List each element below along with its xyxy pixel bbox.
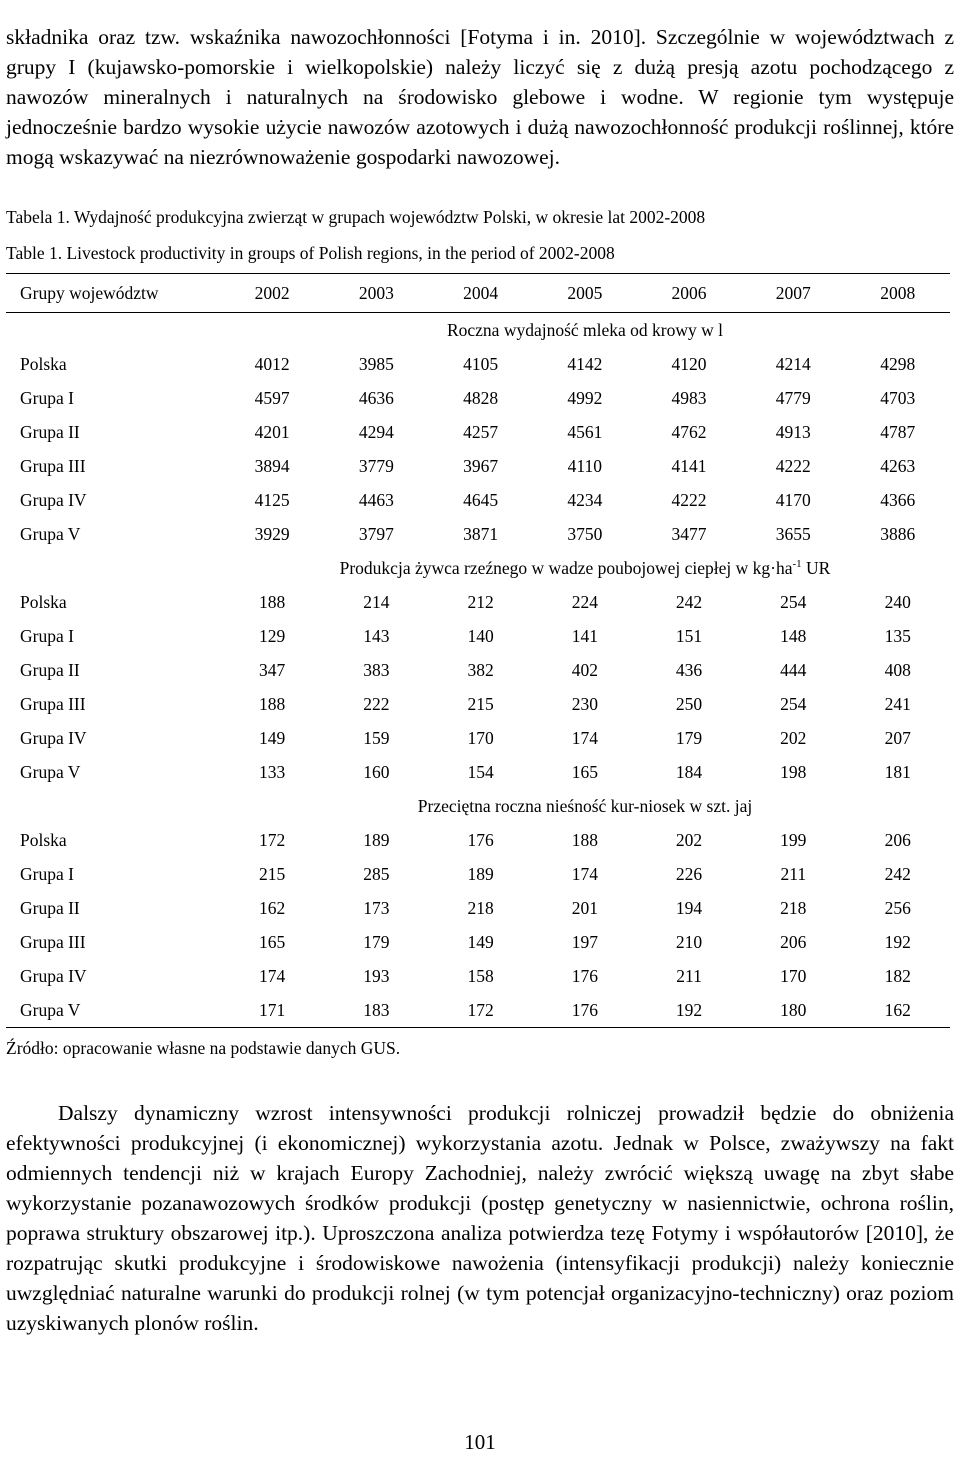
table-cell: 3797 [358,523,394,544]
section-blank-cell [6,551,220,585]
table-cell: 165 [571,761,598,782]
table-cell: 4298 [880,353,916,374]
table-cell: 188 [258,693,286,714]
table-cell: 193 [363,965,390,986]
table-cell: 197 [571,931,598,952]
table-cell: 408 [884,659,911,680]
table-cell: 4983 [671,387,707,408]
table-cell: 129 [258,625,286,646]
row-label: Grupa II [20,897,80,918]
table-cell: 3655 [775,523,811,544]
table-cell: 230 [571,693,598,714]
table-cell: 194 [675,897,703,918]
row-label: Grupa II [20,421,80,442]
table-cell: 4913 [775,421,811,442]
section-header-row [6,789,950,823]
table-cell: 179 [675,727,703,748]
table-cell: 170 [780,965,807,986]
row-label: Grupa I [20,863,74,884]
row-label: Grupa III [20,693,86,714]
table-cell: 3477 [671,523,707,544]
table-cell: 207 [884,727,911,748]
row-label: Grupa V [20,761,81,782]
table-cell: 4105 [463,353,499,374]
section-title [220,313,950,348]
table-cell: 4142 [567,353,603,374]
table-cell: 202 [780,727,807,748]
table-row [6,517,950,551]
table-cell: 206 [884,829,911,850]
table-cell: 4257 [463,421,499,442]
table-cell: 3985 [358,353,394,374]
table-cell: 3929 [254,523,290,544]
table-row [6,585,950,619]
table-cell: 192 [884,931,911,952]
table-cell: 176 [571,965,598,986]
table-cell: 171 [220,993,324,1028]
table-cell: 158 [467,965,494,986]
row-label: Grupa I [20,625,74,646]
table-cell: 165 [258,931,286,952]
table-cell: 218 [780,897,807,918]
table-cell: 172 [258,829,286,850]
table-cell: 4120 [671,353,707,374]
table-cell: 254 [780,591,807,612]
table-cell: 3871 [463,523,499,544]
row-label: Grupa IV [20,489,87,510]
table-cell: 382 [467,659,494,680]
table-cell: 4201 [254,421,290,442]
table-cell: 212 [467,591,494,612]
table-row [6,449,950,483]
table-cell: 183 [324,993,428,1028]
table-caption-polish: Tabela 1. Wydajność produkcyjna zwierząt w grupach województw Polski, w okresie lat 2002-2008 [6,207,706,227]
table-cell: 159 [363,727,390,748]
table-cell: 436 [675,659,703,680]
table-cell: 143 [363,625,390,646]
header-year: 2005 [533,274,637,313]
table-cell: 4779 [775,387,811,408]
table-cell: 4703 [880,387,916,408]
table-cell: 181 [884,761,911,782]
section-blank-cell [6,313,220,348]
table-cell: 285 [363,863,390,884]
table-cell: 160 [363,761,390,782]
table-cell: 4463 [358,489,394,510]
table-cell: 4294 [358,421,394,442]
table-cell: 189 [363,829,390,850]
table-cell: 135 [884,625,911,646]
row-label: Grupa IV [20,727,87,748]
row-label: Grupa I [20,387,74,408]
section-header-row [6,551,950,585]
table-cell: 4561 [567,421,603,442]
table-cell: 4645 [463,489,499,510]
header-year: 2007 [741,274,845,313]
table-cell: 174 [258,965,286,986]
paragraph-top: składnika oraz tzw. wskaźnika nawozochłonności [Fotyma i in. 2010]. Szczególnie w województwach z grupy I (kujawsko-pomorskie i wielkopolskie) należy liczyć się z dużą presją azotu pochodzącego z nawozów mineralnych i naturalnych na środowisko glebowe i wodne. W regionie tym występuje jednocześnie bardzo wysokie użycie nawozów azotowych i dużą nawozochłonność produkcji roślinnej, które mogą wskazywać na niezrównoważenie gospodarki nawozowej. [6,24,954,169]
table-cell: 188 [571,829,598,850]
table-row [6,687,950,721]
header-year: 2004 [428,274,532,313]
table-cell: 214 [363,591,390,612]
table-cell: 4787 [880,421,916,442]
table-cell: 4222 [775,455,811,476]
header-year: 2008 [845,274,950,313]
section-header-row [6,313,950,348]
table-cell: 149 [258,727,286,748]
table-row [6,653,950,687]
table-cell: 170 [467,727,494,748]
header-year: 2006 [637,274,741,313]
table-cell: 4214 [775,353,811,374]
section-title-text: Roczna wydajność mleka od krowy w l [446,319,724,340]
row-label: Grupa V [20,523,81,544]
table-cell: 4762 [671,421,707,442]
table-cell: 4366 [880,489,916,510]
table-cell: 444 [780,659,807,680]
table-cell: 4141 [671,455,707,476]
header-year: 2002 [220,274,324,313]
table-cell: 148 [780,625,807,646]
section-title [220,789,950,823]
table-row [6,381,950,415]
table-cell: 179 [363,931,390,952]
section-title-text: Produkcja żywca rzeźnego w wadze poubojowej ciepłej w kg·ha [339,557,793,578]
table-cell: 347 [258,659,286,680]
table-row [6,925,950,959]
table-cell: 4992 [567,387,603,408]
row-label: Grupa II [20,659,80,680]
table-cell: 4110 [567,455,602,476]
table-cell: 215 [258,863,286,884]
table-cell: 222 [363,693,390,714]
table-cell: 202 [675,829,703,850]
table-cell: 176 [467,829,494,850]
table-cell: 198 [780,761,807,782]
table-cell: 188 [258,591,286,612]
table-cell: 402 [571,659,598,680]
table-row [6,891,950,925]
table-cell: 3886 [880,523,916,544]
table-header-row [6,274,950,313]
table-cell: 4263 [880,455,916,476]
row-label: Grupa III [20,931,86,952]
table-cell: 199 [780,829,807,850]
table-cell: 184 [675,761,703,782]
table-row [6,857,950,891]
paragraph-bottom [6,1098,954,1338]
table-cell: 176 [533,993,637,1028]
table-cell: 3967 [463,455,499,476]
table-cell: 218 [467,897,494,918]
table-row [6,755,950,789]
table-cell: 174 [571,863,598,884]
table-cell: 201 [571,897,598,918]
table-row [6,823,950,857]
section-title-suffix: UR [801,557,831,578]
table-cell: 4636 [358,387,394,408]
table-cell: 3894 [254,455,290,476]
table-cell: 211 [780,863,807,884]
table-cell: 4125 [254,489,290,510]
table-cell: 256 [884,897,911,918]
table-cell: 224 [571,591,598,612]
paragraph-bottom-text: Dalszy dynamiczny wzrost intensywności produkcji rolniczej prowadził będzie do obniżenia efektywności produkcyjnej (i ekonomicznej) wykorzystania azotu. Jednak w Polsce, zważywszy na fakt odmiennych tendencji niż w krajach Europy Zachodniej, należy zwrócić większą uwagę na zbyt słabe wykorzystanie pozanawozowych środków produkcji (postęp genetyczny w nasiennictwie, ochrona roślin, poprawa struktury obszarowej itp.). Uproszczona analiza potwierdza tezę Fotymy i współautorów [2010], że rozpatrując skutki produkcyjne i środowiskowe nawożenia (intensyfikacji produkcji) należy koniecznie uwzględniać naturalne warunki do produkcji rolnej (w tym potencjał organizacyjno-techniczny) oraz poziom uzyskiwanych plonów roślin. [6,1100,954,1335]
table-cell: 151 [675,625,703,646]
table-cell: 189 [467,863,494,884]
table-row [6,959,950,993]
row-label: Polska [20,353,67,374]
source-note: Źródło: opracowanie własne na podstawie danych GUS. [6,1038,401,1058]
table-cell: 180 [741,993,845,1028]
table-row [6,415,950,449]
table-cell: 141 [571,625,598,646]
table-cell: 162 [258,897,286,918]
header-year: 2003 [324,274,428,313]
table-cell: 182 [884,965,911,986]
table-row [6,721,950,755]
section-title-superscript: -1 [792,557,802,570]
table-cell: 154 [467,761,494,782]
table-cell: 4597 [254,387,290,408]
table-cell: 4222 [671,489,707,510]
row-label: Grupa V [6,993,220,1028]
table-cell: 226 [675,863,703,884]
table-cell: 254 [780,693,807,714]
table-cell: 250 [675,693,703,714]
table-row [6,347,950,381]
table-cell: 174 [571,727,598,748]
section-title [220,551,950,585]
table-cell: 140 [467,625,494,646]
table-cell: 4234 [567,489,603,510]
table-cell: 242 [884,863,911,884]
table-cell: 4828 [463,387,499,408]
table-cell: 383 [363,659,390,680]
row-label: Grupa III [20,455,86,476]
table-cell: 241 [884,693,911,714]
table-cell: 210 [675,931,703,952]
row-label: Polska [20,591,67,612]
section-blank-cell [6,789,220,823]
table-row [6,483,950,517]
table-cell: 3750 [567,523,603,544]
table-cell: 3779 [358,455,394,476]
table-cell: 133 [258,761,286,782]
table-cell: 192 [637,993,741,1028]
table-row [6,993,950,1028]
section-title-text: Przeciętna roczna nieśność kur-niosek w szt. jaj [417,795,753,816]
livestock-productivity-table [6,273,950,1028]
table-cell: 149 [467,931,494,952]
row-label: Grupa IV [20,965,87,986]
header-groups: Grupy województw [6,274,220,313]
table-cell: 4170 [775,489,811,510]
table-cell: 242 [675,591,703,612]
row-label: Polska [20,829,67,850]
table-cell: 162 [845,993,950,1028]
table-cell: 4012 [254,353,290,374]
table-cell: 172 [428,993,532,1028]
table-row [6,619,950,653]
page-number: 101 [464,1430,496,1454]
table-cell: 240 [884,591,911,612]
table-cell: 211 [676,965,702,986]
table-caption-english: Table 1. Livestock productivity in groups of Polish regions, in the period of 2002-2008 [6,243,615,263]
table-cell: 215 [467,693,494,714]
table-cell: 206 [780,931,807,952]
table-cell: 173 [363,897,390,918]
